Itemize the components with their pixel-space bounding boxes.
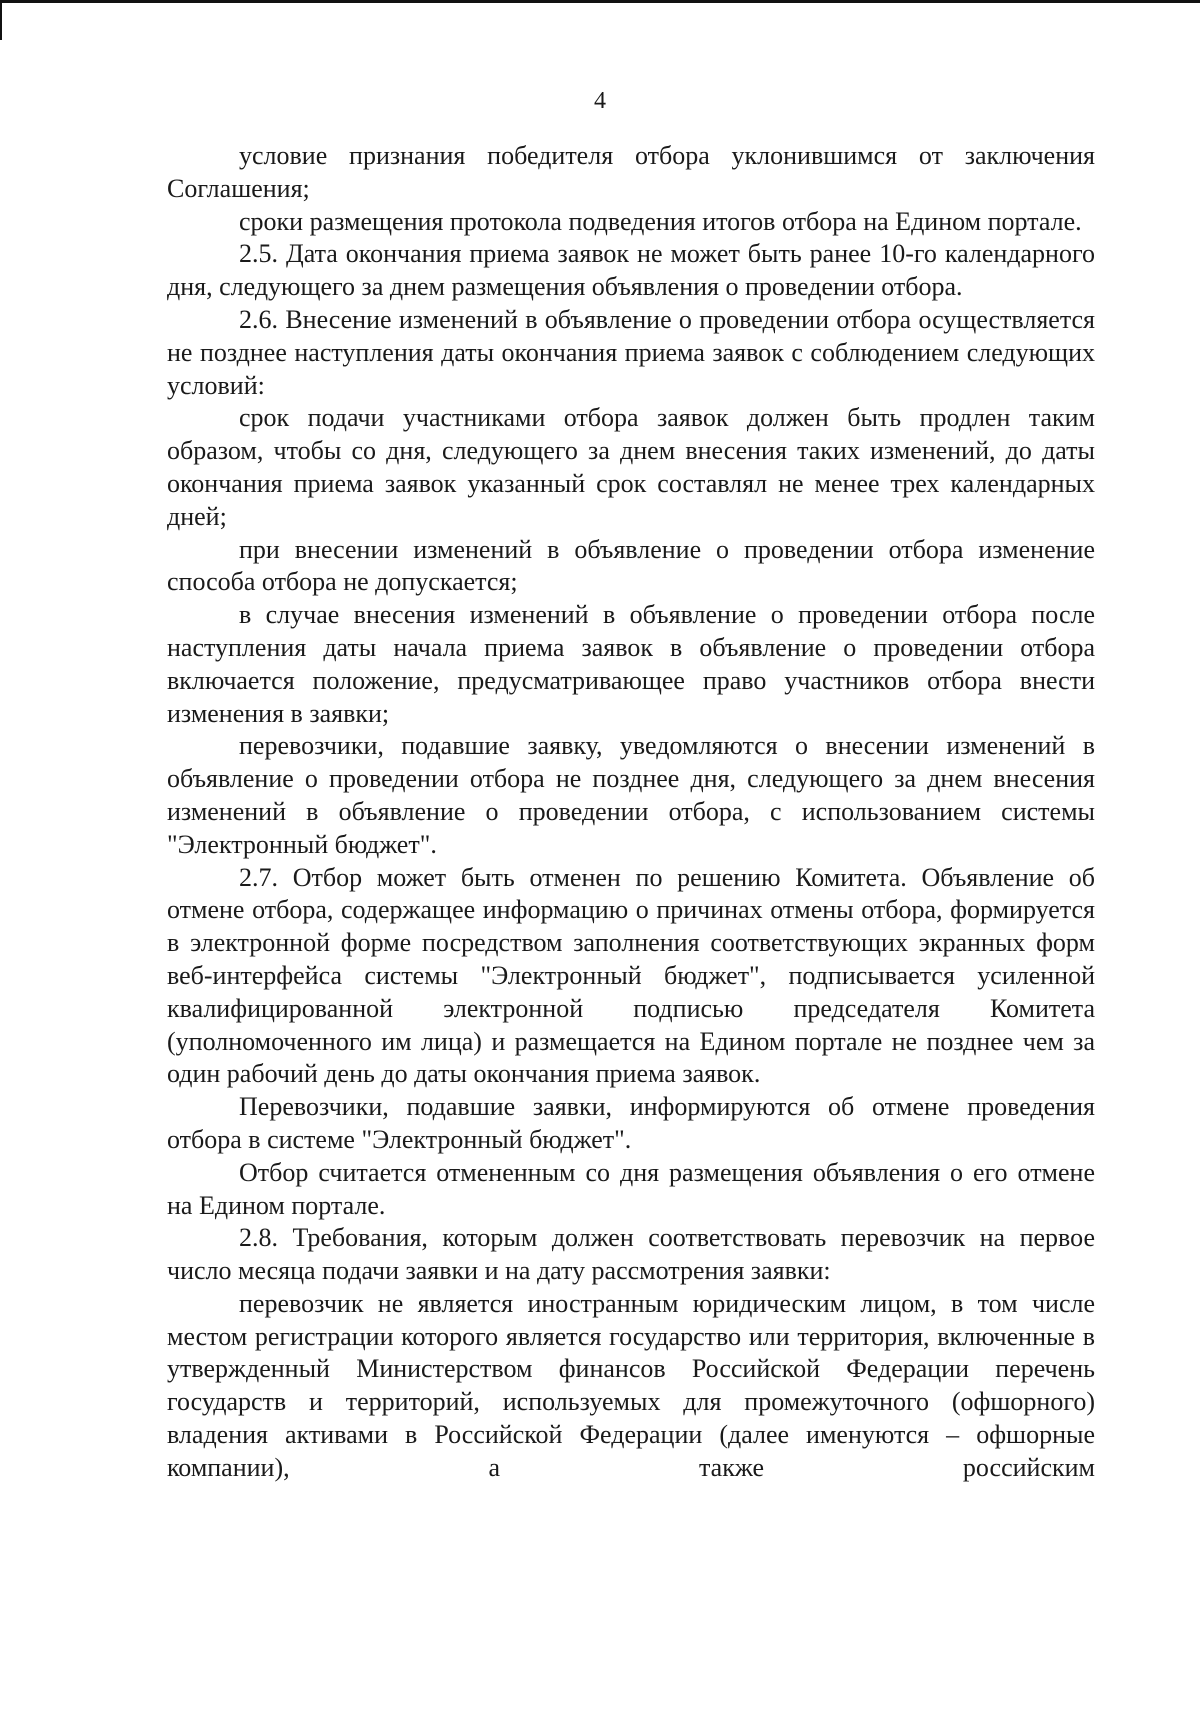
paragraph: перевозчик не является иностранным юридическим лицом, в том числе местом регистрации которого является государство или территория, включенные в утвержденный Министерством финансов Российской Федерации перечень государств и территорий, используемых для промежуточного (офшорного) владения активами в Российской Федерации (далее именуются – офшорные компании), а также российским (167, 1288, 1095, 1482)
paragraph: 2.5. Дата окончания приема заявок не может быть ранее 10-го календарного дня, следующего за днем размещения объявления о проведении отбора. (167, 239, 1095, 302)
scan-edge-left (0, 0, 2, 40)
scan-edge-top (0, 0, 1200, 3)
paragraph: 2.6. Внесение изменений в объявление о проведении отбора осуществляется не позднее наступления даты окончания приема заявок с соблюдением следующих условий: (167, 304, 1095, 400)
paragraph: Перевозчики, подавшие заявки, информируются об отмене проведения отбора в системе "Электронный бюджет". (167, 1092, 1095, 1154)
paragraph: Отбор считается отмененным со дня размещения объявления о его отмене на Едином портале. (167, 1157, 1095, 1220)
document-body (167, 140, 1095, 1485)
paragraph: условие признания победителя отбора уклонившимся от заключения Соглашения; (167, 141, 1095, 203)
paragraph: сроки размещения протокола подведения итогов отбора на Едином портале. (239, 206, 1082, 236)
page-number: 4 (594, 88, 606, 114)
paragraph: срок подачи участниками отбора заявок должен быть продлен таким образом, чтобы со дня, следующего за днем внесения таких изменений, до даты окончания приема заявок указанный срок составлял не менее трех календарных дней; (167, 403, 1095, 531)
paragraph: перевозчики, подавшие заявку, уведомляются о внесении изменений в объявление о проведении отбора не позднее дня, следующего за днем внесения изменений в объявление о проведении отбора, с использованием системы "Электронный бюджет". (167, 731, 1095, 859)
paragraph: в случае внесения изменений в объявление о проведении отбора после наступления даты начала приема заявок в объявление о проведении отбора включается положение, предусматривающее право участников отбора внести изменения в заявки; (167, 600, 1095, 728)
paragraph: 2.8. Требования, которым должен соответствовать перевозчик на первое число месяца подачи заявки и на дату рассмотрения заявки: (167, 1223, 1095, 1286)
paragraph: 2.7. Отбор может быть отменен по решению Комитета. Объявление об отмене отбора, содержащее информацию о причинах отмены отбора, формируется в электронной форме посредством заполнения соответствующих экранных форм веб-интерфейса системы "Электронный бюджет", подписывается усиленной квалифицированной электронной подписью председателя Комитета (уполномоченного им лица) и размещается на Едином портале не позднее чем за один рабочий день до даты окончания приема заявок. (167, 862, 1095, 1089)
paragraph: при внесении изменений в объявление о проведении отбора изменение способа отбора не допускается; (167, 534, 1095, 597)
